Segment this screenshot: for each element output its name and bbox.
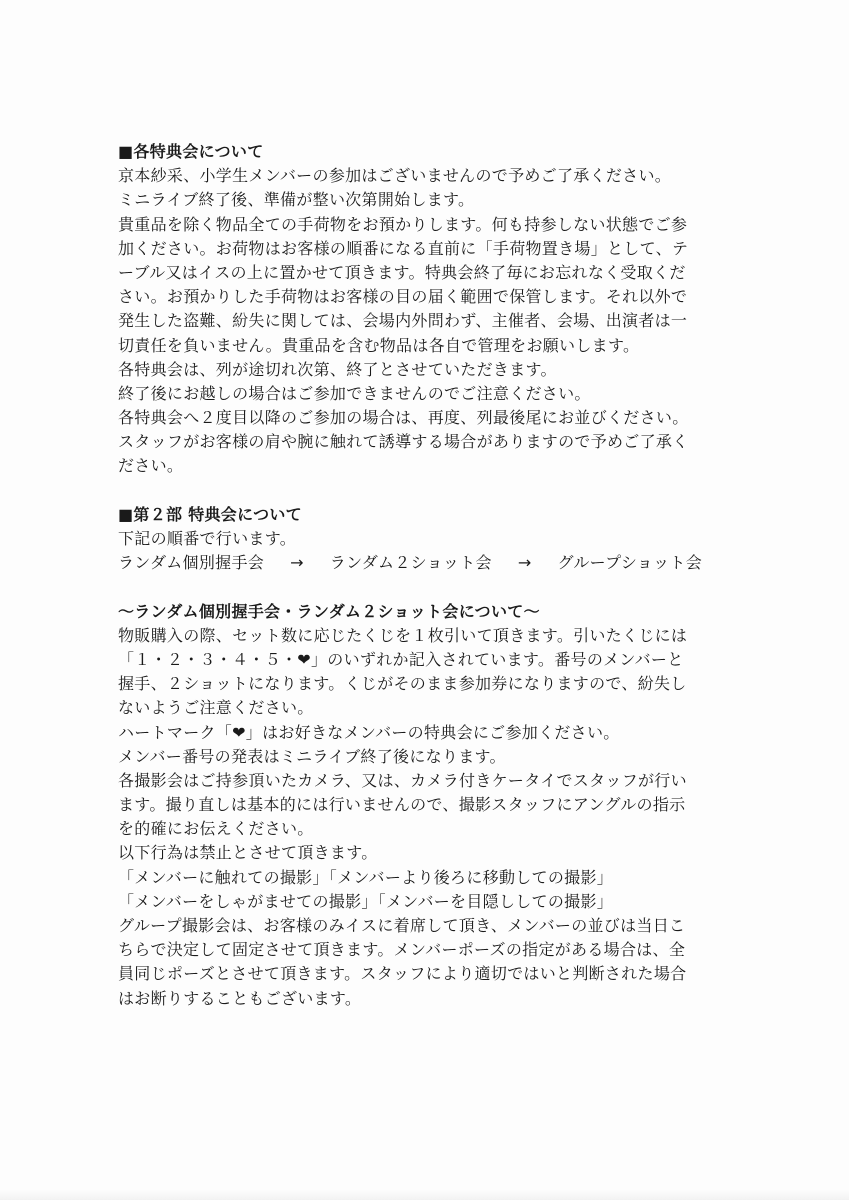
section-body-each-event [118, 164, 738, 478]
body-line: 発生した盗難、紛失に関しては、会場内外問わず、主催者、会場、出演者は一 [118, 311, 688, 331]
event-order-sequence [118, 551, 738, 575]
body-line: ないようご注意ください。 [118, 698, 314, 718]
body-line: を的確にお伝えください。 [118, 819, 314, 839]
paragraph-gap [118, 479, 738, 503]
body-line: 各特典会へ２度目以降のご参加の場合は、再度、列最後尾にお並びください。 [118, 408, 689, 428]
body-line: ちらで決定して固定させて頂きます。メンバーポーズの指定がある場合は、全 [118, 940, 686, 960]
section-heading-random-events: ～ランダム個別握手会・ランダム２ショット会について～ [118, 601, 540, 621]
body-line: ーブル又はイスの上に置かせて頂きます。特典会終了毎にお忘れなく受取くだ [118, 262, 686, 282]
section-heading-part2: ■第２部 特典会について [118, 504, 302, 524]
document-body [118, 140, 738, 1011]
body-line: 握手、２ショットになります。くじがそのまま参加券になりますので、紛失し [118, 674, 687, 694]
event-order-item: ランダム個別握手会 [118, 553, 265, 573]
body-line: 員同じポーズとさせて頂きます。スタッフにより適切ではいと判断された場合 [118, 964, 687, 984]
body-line: 物販購入の際、セット数に応じたくじを１枚引いて頂きます。引いたくじには [118, 625, 688, 645]
body-line: ミニライブ終了後、準備が整い次第開始します。 [118, 190, 475, 210]
body-line: 終了後にお越しの場合はご参加できませんのでご注意ください。 [118, 383, 591, 403]
part2-intro: 下記の順番で行います。 [118, 529, 297, 548]
event-order-item: ランダム２ショット会 [329, 553, 492, 573]
body-line: ます。撮り直しは基本的には行いませんので、撮影スタッフにアングルの指示 [118, 795, 686, 815]
section-heading-each-event: ■各特典会について [118, 142, 264, 161]
body-line: 京本紗采、小学生メンバーの参加はございませんので予めご了承ください。 [118, 166, 672, 186]
body-line: 「１・２・３・４・５・❤」のいずれか記入されています。番号のメンバーと [118, 649, 684, 669]
body-line: グループ撮影会は、お客様のみイスに着席して頂き、メンバーの並びは当日こ [118, 916, 686, 935]
body-line: 切責任を負いません。貴重品を含む物品は各自で管理をお願いします。 [118, 335, 640, 355]
body-line: 各撮影会はご持参頂いたカメラ、又は、カメラ付きケータイでスタッフが行い [118, 770, 687, 790]
paragraph-gap [118, 575, 738, 599]
body-line: 「メンバーをしゃがませての撮影」「メンバーを目隠ししての撮影」 [118, 891, 614, 911]
body-line: 貴重品を除く物品全ての手荷物をお預かりします。何も持参しない状態でご参 [118, 214, 688, 234]
event-order-item: グループショット会 [557, 553, 703, 573]
body-line: ださい。 [118, 456, 184, 476]
body-line: ハートマーク「❤」はお好きなメンバーの特典会にご参加ください。 [118, 722, 620, 742]
body-line: 各特典会は、列が途切れ次第、終了とさせていただきます。 [118, 359, 557, 379]
body-line: スタッフがお客様の肩や腕に触れて誘導する場合がありますので予めご了承く [118, 432, 689, 452]
arrow-right-icon: → [517, 553, 532, 573]
body-line: さい。お預かりした手荷物はお客様の目の届く範囲で保管します。それ以外で [118, 287, 688, 307]
arrow-right-icon: → [290, 553, 304, 573]
body-line: 「メンバーに触れての撮影」「メンバーより後ろに移動しての撮影」 [118, 867, 614, 887]
body-line: メンバー番号の発表はミニライブ終了後になります。 [118, 746, 506, 766]
body-line: 加ください。お荷物はお客様の順番になる直前に「手荷物置き場」として、テ [118, 238, 689, 258]
scan-edge [0, 1190, 849, 1200]
section-body-random-events [118, 624, 738, 1011]
body-line: はお断りすることもございます。 [118, 988, 362, 1008]
body-line: 以下行為は禁止とさせて頂きます。 [118, 843, 378, 863]
